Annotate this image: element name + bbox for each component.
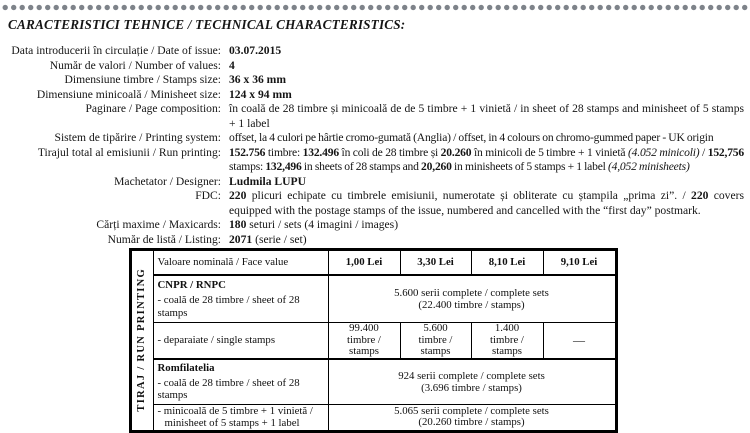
cnpr-sheet-value-line1: 5.600 serii complete / complete sets [394,287,549,299]
text-segment: seturi / sets (4 imagini / images) [246,218,399,231]
cnpr-single-cell-3 [471,323,543,359]
qty: 5.600 [423,322,448,334]
spec-row-date-of-issue [0,44,744,59]
romfilatelia-sheet-label-cell [153,359,328,405]
text-segment: 132,496 [265,160,302,173]
text-segment: 124 x 94 mm [229,87,292,101]
cnpr-sheet-label: - coală de 28 timbre / sheet of 28 stamps [157,294,300,319]
spec-value [229,73,744,88]
spec-label: Cărți maxime / Maxicards: [96,218,221,231]
text-segment: 152,756 [707,145,744,159]
spec-label: FDC: [195,189,221,202]
text-segment: 20,260 [421,160,452,173]
cnpr-sheet-value-cell [328,275,616,323]
cnpr-single-cell-4: — [543,323,616,359]
minisheet-label-line1: - minicoală de 5 timbre + 1 vinietă / [157,404,313,417]
text-segment: 152.756 [229,145,266,159]
face-value-column-3: 8,10 Lei [471,250,543,276]
table-side-label: TIRAJ / RUN PRINTING [136,268,147,413]
face-value-column-2: 3,30 Lei [400,250,471,276]
spec-row-listing [0,233,744,248]
face-value-column-1: 1,00 Lei [328,250,400,276]
cnpr-section-name: CNPR / RNPC [157,279,226,291]
minisheet-value-line1: 5.065 serii complete / complete sets [394,404,549,417]
table-side-cell [131,250,154,432]
text-segment: stamps: [229,160,266,173]
spec-label: Număr de valori / Number of values: [49,58,221,72]
cnpr-sheet-row [131,275,617,323]
qty: 99.400 [349,322,379,334]
cnpr-single-stamps-row [131,323,617,359]
romfilatelia-section-name: Romfilatelia [157,361,215,374]
table-header-row [131,250,617,276]
spec-row-printing-system [0,131,744,146]
spec-value [229,218,744,233]
cnpr-single-label-cell: - deparaiate / single stamps [153,323,328,359]
run-printing-table-container [129,248,618,433]
text-segment: în coală de 28 timbre și minicoală de de 5 timbre + 1 vinietă / in sheet of 28 stamps and minisheet of 5 stamps + 1 label [229,102,744,130]
spec-value [229,233,744,248]
face-value-header-cell: Valoare nominală / Face value [153,250,328,276]
run-printing-table [129,248,618,433]
spec-row-run-printing [0,146,744,175]
spec-label: Dimensiune timbre / Stamps size: [64,73,221,86]
romfilatelia-minisheet-value-cell [328,404,616,431]
text-segment: timbre: [265,145,303,159]
cnpr-label-stack [158,277,324,321]
spec-value [229,44,744,59]
spec-row-stamps-size [0,73,744,88]
cnpr-single-cell-1 [328,323,400,359]
unit: timbre / stamps [490,333,524,357]
romfilatelia-minisheet-label-cell [153,404,328,431]
spec-value [229,131,744,146]
romfilatelia-sheet-value-line1: 924 serii complete / complete sets [398,369,545,382]
qty: 1.400 [494,322,520,334]
cnpr-single-cell-2 [400,323,471,359]
text-segment: offset, la 4 culori pe hârtie cromo-gumată (Anglia) / offset, in 4 colours on chromo-gummed paper - UK origin [229,131,714,144]
dotted-separator [2,3,748,12]
text-segment: Ludmila LUPU [229,174,306,188]
page-title: CARACTERISTICI TEHNICE / TECHNICAL CHARACTERISTICS: [8,17,406,32]
cnpr-sheet-label-cell [153,275,328,323]
spec-label: Tirajul total al emisiunii / Run printing: [37,145,221,159]
text-segment: (4,052 minisheets) [607,160,690,173]
text-segment: in minisheets of 5 stamps + 1 label [451,160,608,173]
spec-row-number-of-values [0,59,744,74]
spec-label: Paginare / Page composition: [85,102,221,115]
spec-label: Data introducerii în circulație / Date of issue: [11,44,221,57]
romfilatelia-sheet-label: - coală de 28 timbre / sheet of 28 stamps [157,376,300,401]
text-segment: 03.07.2015 [229,44,282,57]
text-segment: plicuri echipate cu timbrele emisiunii, numerotate și obliterate cu ștampila „prima zi”. / [246,189,692,202]
text-segment: covers equipped with the postage stamps of the issue, numbered and cancelled with the “first day” postmark. [229,189,744,217]
spec-label: Dimensiune minicoală / Minisheet size: [36,87,221,101]
spec-value [229,189,744,218]
minisheet-value-line2: (20.260 timbre / stamps) [418,416,525,428]
text-segment: 220 [691,189,709,202]
spec-value [229,146,744,175]
spec-value [229,59,744,74]
cnpr-sheet-value-line2: (22.400 timbre / stamps) [418,299,525,311]
spec-label: Machetator / Designer: [114,174,221,188]
romfilatelia-sheet-value-line2: (3.696 timbre / stamps) [421,381,522,394]
text-segment: 36 x 36 mm [229,73,286,86]
face-value-column-4: 9,10 Lei [543,250,616,276]
text-segment: in sheets of 28 stamps and [301,160,422,173]
unit: timbre / stamps [418,333,453,357]
text-segment: 220 [229,189,247,202]
romfilatelia-sheet-value-cell [328,359,616,405]
spec-row-minisheet-size [0,88,744,103]
text-segment: (serie / set) [252,232,307,246]
spec-row-maxicards [0,218,744,233]
spec-row-designer [0,175,744,190]
text-segment: în coli de 28 timbre și [338,145,441,159]
spec-row-page-composition [0,102,744,131]
spec-label: Număr de listă / Listing: [107,232,221,246]
spec-list [0,44,744,247]
text-segment: (4.052 minicoli) [627,145,700,159]
text-segment: 2071 [229,232,253,246]
spec-row-fdc [0,189,744,218]
spec-value [229,175,744,190]
text-segment: în minicoli de 5 timbre + 1 vinietă [471,145,628,159]
romfilatelia-label-stack [158,360,324,404]
spec-label: Sistem de tipărire / Printing system: [54,131,221,144]
text-segment: 180 [229,218,247,231]
text-segment: 4 [229,58,235,72]
text-segment: / [699,145,708,159]
spec-value [229,88,744,103]
romfilatelia-minisheet-row [131,404,617,431]
text-segment: 20.260 [440,145,472,159]
romfilatelia-sheet-row [131,359,617,405]
spec-value [229,102,744,131]
unit: timbre / stamps [347,333,381,357]
minisheet-label-line2: minisheet of 5 stamps + 1 label [164,417,300,429]
text-segment: 132.496 [302,145,339,159]
